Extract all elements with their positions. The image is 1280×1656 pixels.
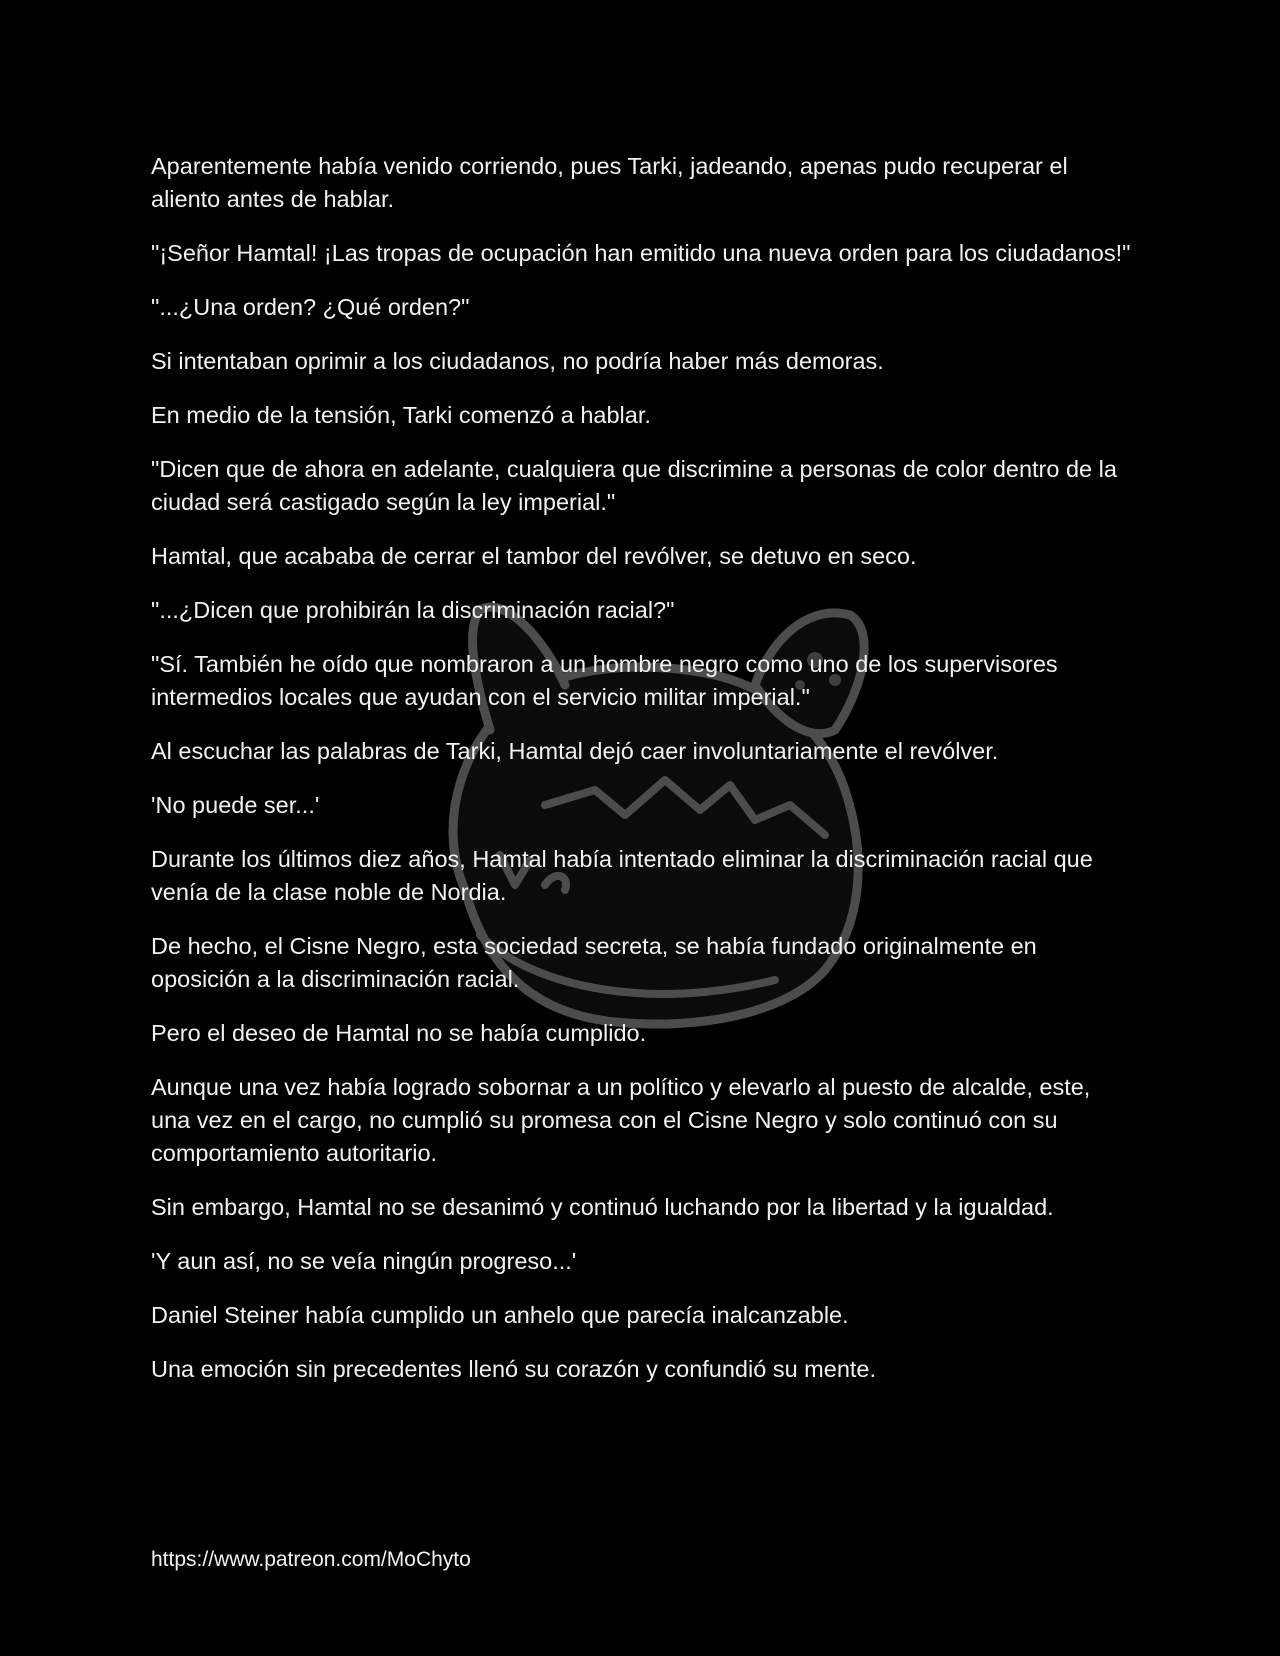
paragraph: Hamtal, que acababa de cerrar el tambor del revólver, se detuvo en seco. [151, 543, 917, 569]
paragraph: Al escuchar las palabras de Tarki, Hamtal dejó caer involuntariamente el revólver. [151, 738, 999, 764]
story-text [151, 150, 1131, 1407]
paragraph: 'No puede ser...' [151, 792, 320, 818]
paragraph: "Sí. También he oído que nombraron a un hombre negro como uno de los supervisores intermedios locales que ayudan con el servicio militar imperial." [151, 651, 1058, 710]
paragraph: Una emoción sin precedentes llenó su corazón y confundió su mente. [151, 1356, 877, 1382]
paragraph: Aunque una vez había logrado sobornar a un político y elevarlo al puesto de alcalde, este, una vez en el cargo, no cumplió su promesa con el Cisne Negro y solo continuó con su comportamiento autoritario. [151, 1074, 1091, 1166]
paragraph: "...¿Una orden? ¿Qué orden?" [151, 294, 470, 320]
paragraph: "¡Señor Hamtal! ¡Las tropas de ocupación han emitido una nueva orden para los ciudadanos!" [151, 240, 1131, 266]
patreon-link[interactable]: https://www.patreon.com/MoChyto [151, 1548, 471, 1571]
paragraph: Sin embargo, Hamtal no se desanimó y continuó luchando por la libertad y la igualdad. [151, 1194, 1054, 1220]
paragraph: En medio de la tensión, Tarki comenzó a hablar. [151, 402, 651, 428]
paragraph: Durante los últimos diez años, Hamtal había intentado eliminar la discriminación racial que venía de la clase noble de Nordia. [151, 846, 1093, 905]
paragraph: "...¿Dicen que prohibirán la discriminación racial?" [151, 597, 675, 623]
paragraph: "Dicen que de ahora en adelante, cualquiera que discrimine a personas de color dentro de la ciudad será castigado según la ley imperial." [151, 456, 1117, 515]
paragraph: De hecho, el Cisne Negro, esta sociedad secreta, se había fundado originalmente en oposición a la discriminación racial. [151, 933, 1037, 992]
paragraph: Pero el deseo de Hamtal no se había cumplido. [151, 1020, 647, 1046]
paragraph: Si intentaban oprimir a los ciudadanos, no podría haber más demoras. [151, 348, 884, 374]
paragraph: 'Y aun así, no se veía ningún progreso...' [151, 1248, 577, 1274]
paragraph: Daniel Steiner había cumplido un anhelo que parecía inalcanzable. [151, 1302, 849, 1328]
paragraph: Aparentemente había venido corriendo, pues Tarki, jadeando, apenas pudo recuperar el aliento antes de hablar. [151, 153, 1068, 212]
